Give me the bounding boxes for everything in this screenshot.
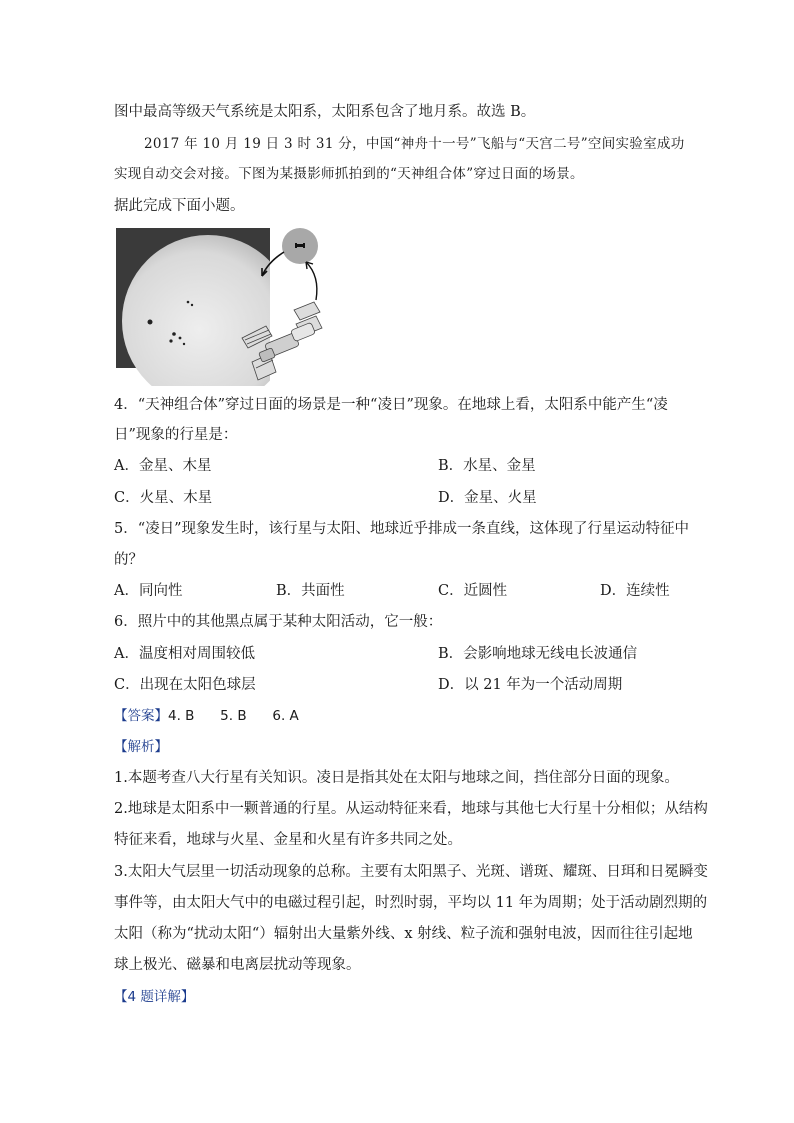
analysis-p3-line-1: 3.太阳大气层里一切活动现象的总称。主要有太阳黑子、光斑、谱斑、耀斑、日珥和日冕瞬变 — [114, 864, 708, 880]
analysis-p2-line-1: 2.地球是太阳系中一颗普通的行星。从运动特征来看，地球与其他七大行星十分相似；从结构 — [114, 801, 708, 817]
analysis-label: 【解析】 — [114, 739, 168, 755]
q4-stem-line-2: 日”现象的行星是： — [114, 427, 238, 443]
q4-option-c[interactable]: C．火星、木星 — [114, 490, 213, 506]
answer-row — [114, 706, 299, 726]
q6-option-c[interactable]: C．出现在太阳色球层 — [114, 677, 256, 693]
q6-stem: 6．照片中的其他黑点属于某种太阳活动，它一般： — [114, 614, 443, 630]
q6-option-b[interactable]: B．会影响地球无线电长波通信 — [438, 646, 638, 662]
instruction: 据此完成下面小题。 — [114, 198, 245, 214]
analysis-p3-line-4: 球上极光、磁暴和电离层扰动等现象。 — [114, 957, 361, 973]
analysis-p3-line-2: 事件等，由太阳大气中的电磁过程引起，时烈时弱，平均以 11 年为周期；处于活动剧烈期的 — [114, 895, 708, 911]
answer-label: 【答案】 — [114, 708, 168, 724]
sun-transit-figure — [116, 226, 328, 386]
intro-line: 图中最高等级天气系统是太阳系，太阳系包含了地月系。故选 B。 — [114, 104, 536, 120]
q5-option-b[interactable]: B．共面性 — [276, 583, 345, 599]
q4-option-b[interactable]: B．水星、金星 — [438, 458, 536, 474]
q6-option-d[interactable]: D．以 21 年为一个活动周期 — [438, 677, 623, 693]
analysis-p1: 1.本题考查八大行星有关知识。凌日是指其处在太阳与地球之间，挡住部分日面的现象。 — [114, 770, 679, 786]
q6-option-a[interactable]: A．温度相对周围较低 — [114, 646, 255, 662]
passage-line-2: 实现自动交会对接。下图为某摄影师抓拍到的“天神组合体”穿过日面的场景。 — [114, 166, 584, 182]
q4-option-a[interactable]: A．金星、木星 — [114, 458, 212, 474]
q4-option-d[interactable]: D．金星、火星 — [438, 490, 537, 506]
q5-stem-line-1: 5．“凌日”现象发生时，该行星与太阳、地球近乎排成一条直线，这体现了行星运动特征中 — [114, 521, 690, 537]
answer-values: 4. B 5. B 6. A — [168, 708, 299, 724]
q4-stem-line-1: 4．“天神组合体”穿过日面的场景是一种“凌日”现象。在地球上看，太阳系中能产生“凌 — [114, 397, 668, 413]
analysis-p3-line-3: 太阳（称为“扰动太阳“）辐射出大量紫外线、x 射线、粒子流和强射电波，因而往往引起地 — [114, 926, 693, 942]
analysis-p2-line-2: 特征来看，地球与火星、金星和火星有许多共同之处。 — [114, 832, 462, 848]
q4-detail-label: 【4 题详解】 — [114, 989, 195, 1005]
q5-option-c[interactable]: C．近圆性 — [438, 583, 508, 599]
q5-option-d[interactable]: D．连续性 — [600, 583, 670, 599]
passage-line-1: 2017 年 10 月 19 日 3 时 31 分，中国“神舟十一号”飞船与“天宫二号”空间实验室成功 — [144, 136, 685, 152]
q5-stem-line-2: 的？ — [114, 552, 143, 568]
q5-option-a[interactable]: A．同向性 — [114, 583, 183, 599]
